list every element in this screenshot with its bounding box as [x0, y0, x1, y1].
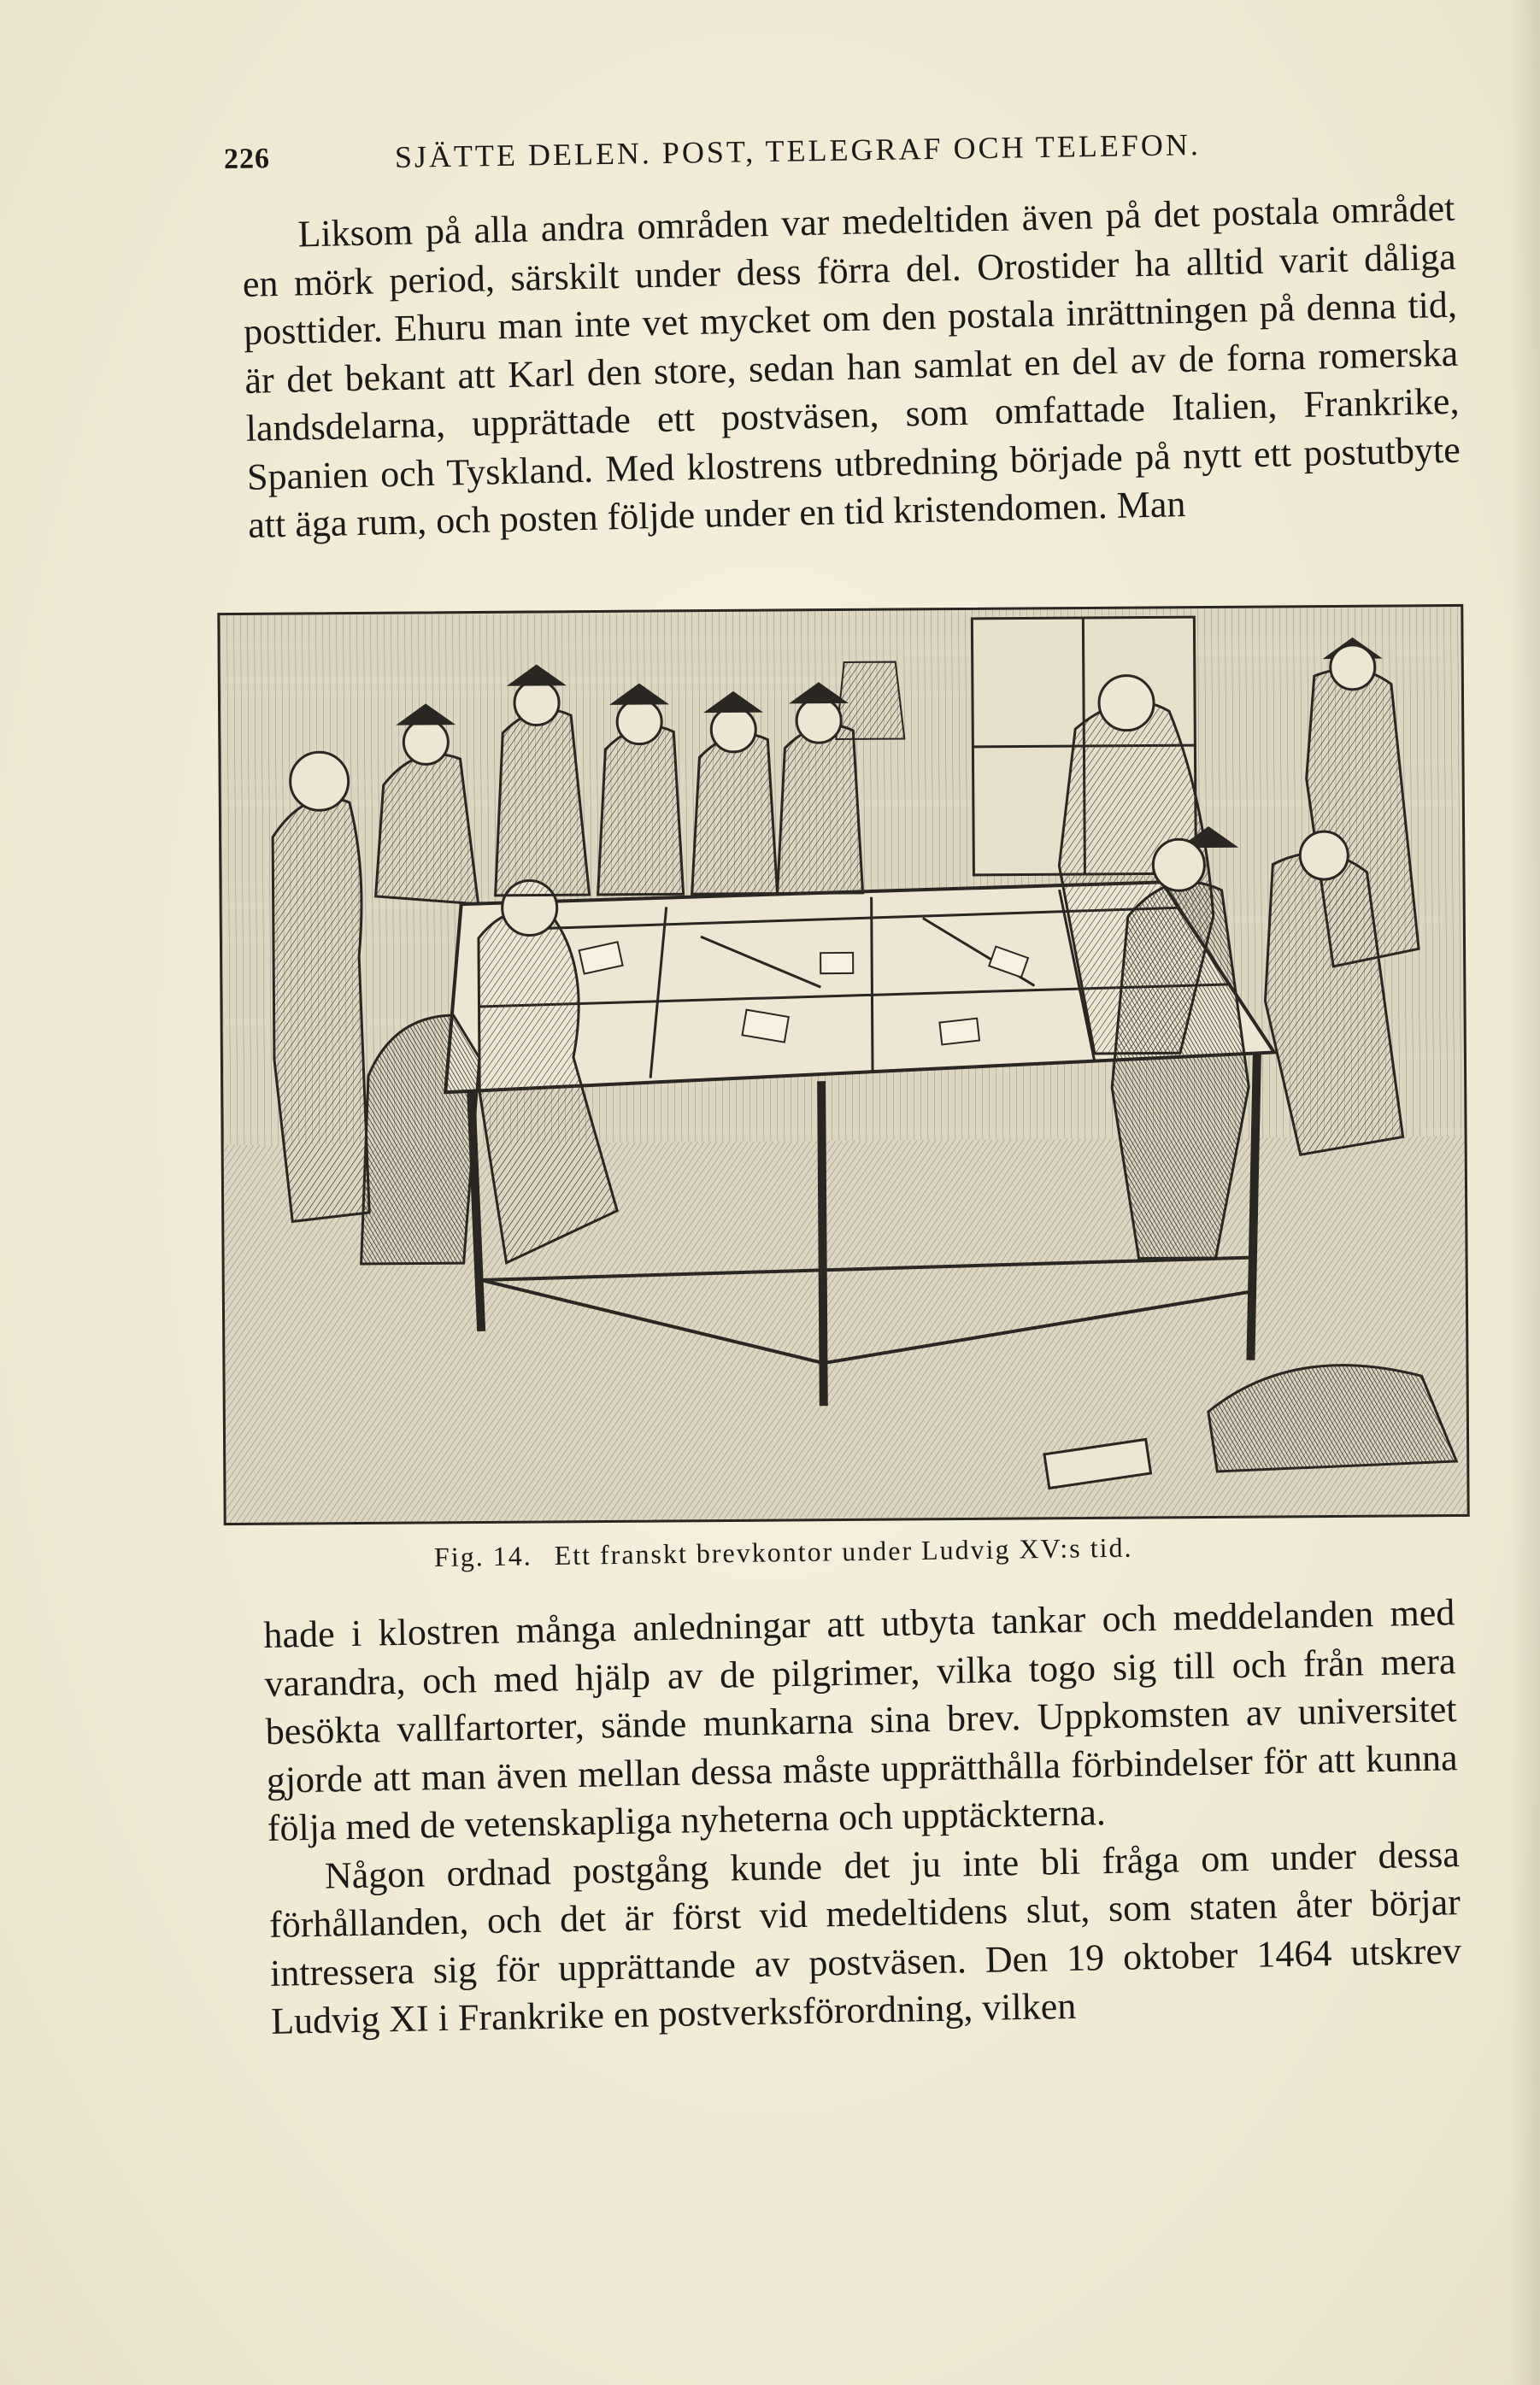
- page-number: 226: [223, 143, 271, 175]
- engraving-figure: [217, 604, 1469, 1525]
- figure-label: Fig. 14.: [433, 1540, 532, 1572]
- running-head: SJÄTTE DELEN. POST, TELEGRAF OCH TELEFON.: [394, 127, 1202, 174]
- page-header: [224, 120, 1302, 188]
- figure-caption-text: Ett franskt brevkontor under Ludvig XV:s tid.: [554, 1531, 1133, 1571]
- figure-caption: [434, 1527, 1460, 1573]
- standing-official-left: [273, 798, 369, 1222]
- paragraph: hade i klostren många anledningar att utbyta tankar och meddelanden med varandra, och med hjälp av de pilgrimer, vilka togo sig till och från mera besökta vallfartorter, sände munkarna sina brev. Uppkomsten av universitet gjorde att man även mellan dessa måste upprätthålla förbindelser för att kunna följa med de vetenskapliga nyheterna och upptäckterna.: [263, 1591, 1458, 1849]
- body-text-bottom: [263, 1589, 1463, 2046]
- post-office-engraving: [220, 607, 1467, 1523]
- paragraph: Någon ordnad postgång kunde det ju inte bli fråga om under dessa förhållanden, och det är först vid medeltidens slut, som staten åter börjar intressera sig för upprättande av postväsen. Den 19 oktober 1464 utskrev Ludvig XI i Frankrike en postverksförordning, vilken: [268, 1832, 1462, 2042]
- paragraph: Liksom på alla andra områden var medeltiden även på det postala området en mörk period, särskilt under dess förra del. Orostider ha alltid varit dåliga posttider. Ehuru man inte vet mycket om den postala inrättningen på denna tid, är det bekant att Karl den store, sedan han samlat en del av de forna romerska landsdelarna, upprättade ett postväsen, som omfattade Italien, Frankrike, Spanien och Tyskland. Med klostrens utbredning började på nytt ett postutbyte att äga rum, och posten följde under en tid kristendomen. Man: [242, 186, 1461, 546]
- page-edge-shadow: [1509, 0, 1540, 2385]
- body-text-top: [241, 185, 1462, 550]
